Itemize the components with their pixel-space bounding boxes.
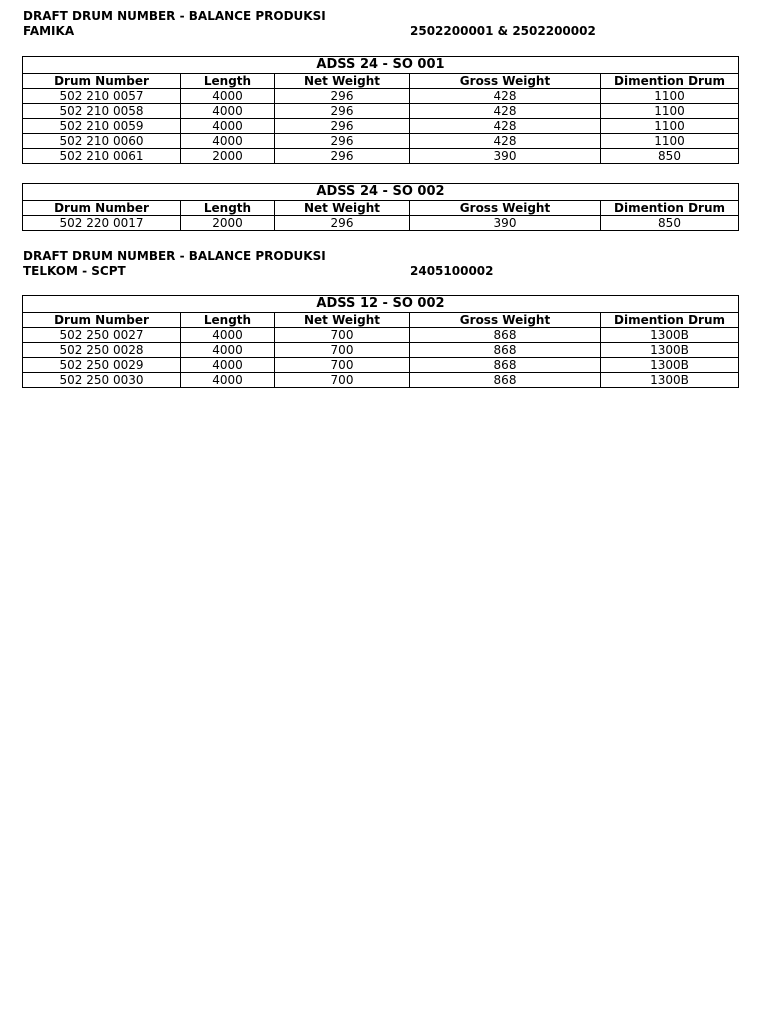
- gross-weight-cell: 428: [410, 134, 601, 149]
- document-title: DRAFT DRUM NUMBER - BALANCE PRODUKSI: [23, 249, 326, 263]
- column-header-dimention-drum: Dimention Drum: [601, 201, 739, 216]
- table-row: [23, 373, 739, 388]
- column-header-gross-weight: Gross Weight: [410, 201, 601, 216]
- net-weight-cell: 296: [275, 104, 410, 119]
- drum-number-cell: 502 250 0027: [23, 328, 181, 343]
- table-row: [23, 358, 739, 373]
- header-telkom: [23, 249, 738, 279]
- net-weight-cell: 296: [275, 134, 410, 149]
- table-title: ADSS 24 - SO 001: [23, 57, 739, 74]
- column-header-net-weight: Net Weight: [275, 201, 410, 216]
- dimention-drum-cell: 1100: [601, 104, 739, 119]
- length-cell: 4000: [181, 373, 275, 388]
- header-line-1: [23, 249, 738, 264]
- length-cell: 2000: [181, 216, 275, 231]
- table-row: [23, 89, 739, 104]
- column-header-gross-weight: Gross Weight: [410, 313, 601, 328]
- net-weight-cell: 700: [275, 373, 410, 388]
- header-line-1: [23, 9, 738, 24]
- header-line-2: [23, 24, 738, 39]
- length-cell: 4000: [181, 134, 275, 149]
- reference-numbers: 2405100002: [410, 264, 494, 278]
- dimention-drum-cell: 1100: [601, 89, 739, 104]
- gross-weight-cell: 390: [410, 149, 601, 164]
- column-header-net-weight: Net Weight: [275, 313, 410, 328]
- dimention-drum-cell: 850: [601, 149, 739, 164]
- table-row: [23, 216, 739, 231]
- net-weight-cell: 296: [275, 149, 410, 164]
- table-row: [23, 119, 739, 134]
- gross-weight-cell: 868: [410, 328, 601, 343]
- table-row: [23, 328, 739, 343]
- gross-weight-cell: 428: [410, 119, 601, 134]
- drum-number-cell: 502 250 0029: [23, 358, 181, 373]
- drum-number-cell: 502 250 0030: [23, 373, 181, 388]
- drum-table-adss24-so001: [22, 56, 739, 164]
- gross-weight-cell: 428: [410, 104, 601, 119]
- gross-weight-cell: 868: [410, 358, 601, 373]
- column-header-net-weight: Net Weight: [275, 74, 410, 89]
- drum-number-cell: 502 250 0028: [23, 343, 181, 358]
- dimention-drum-cell: 1300B: [601, 373, 739, 388]
- header-famika: [23, 9, 738, 39]
- customer-name: FAMIKA: [23, 24, 75, 38]
- net-weight-cell: 700: [275, 358, 410, 373]
- drum-table-adss12-so002: [22, 295, 739, 388]
- column-header-drum-number: Drum Number: [23, 74, 181, 89]
- length-cell: 4000: [181, 119, 275, 134]
- dimention-drum-cell: 1100: [601, 119, 739, 134]
- column-header-length: Length: [181, 74, 275, 89]
- net-weight-cell: 700: [275, 343, 410, 358]
- length-cell: 4000: [181, 343, 275, 358]
- length-cell: 4000: [181, 328, 275, 343]
- dimention-drum-cell: 1300B: [601, 343, 739, 358]
- table-row: [23, 343, 739, 358]
- table-title: ADSS 12 - SO 002: [23, 296, 739, 313]
- length-cell: 4000: [181, 89, 275, 104]
- gross-weight-cell: 868: [410, 373, 601, 388]
- drum-table-adss24-so002: [22, 183, 739, 231]
- table-title: ADSS 24 - SO 002: [23, 184, 739, 201]
- dimention-drum-cell: 850: [601, 216, 739, 231]
- dimention-drum-cell: 1300B: [601, 328, 739, 343]
- reference-numbers: 2502200001 & 2502200002: [410, 24, 596, 38]
- table-row: [23, 134, 739, 149]
- net-weight-cell: 700: [275, 328, 410, 343]
- column-header-drum-number: Drum Number: [23, 201, 181, 216]
- drum-number-cell: 502 210 0059: [23, 119, 181, 134]
- gross-weight-cell: 868: [410, 343, 601, 358]
- drum-number-cell: 502 210 0058: [23, 104, 181, 119]
- column-header-dimention-drum: Dimention Drum: [601, 313, 739, 328]
- length-cell: 4000: [181, 358, 275, 373]
- column-header-length: Length: [181, 313, 275, 328]
- drum-number-cell: 502 210 0057: [23, 89, 181, 104]
- drum-number-cell: 502 220 0017: [23, 216, 181, 231]
- table-row: [23, 149, 739, 164]
- length-cell: 2000: [181, 149, 275, 164]
- gross-weight-cell: 390: [410, 216, 601, 231]
- table-row: [23, 104, 739, 119]
- document-title: DRAFT DRUM NUMBER - BALANCE PRODUKSI: [23, 9, 326, 23]
- dimention-drum-cell: 1300B: [601, 358, 739, 373]
- drum-number-cell: 502 210 0061: [23, 149, 181, 164]
- column-header-dimention-drum: Dimention Drum: [601, 74, 739, 89]
- column-header-gross-weight: Gross Weight: [410, 74, 601, 89]
- length-cell: 4000: [181, 104, 275, 119]
- net-weight-cell: 296: [275, 216, 410, 231]
- net-weight-cell: 296: [275, 119, 410, 134]
- header-line-2: [23, 264, 738, 279]
- column-header-drum-number: Drum Number: [23, 313, 181, 328]
- column-header-length: Length: [181, 201, 275, 216]
- drum-number-cell: 502 210 0060: [23, 134, 181, 149]
- dimention-drum-cell: 1100: [601, 134, 739, 149]
- gross-weight-cell: 428: [410, 89, 601, 104]
- customer-name: TELKOM - SCPT: [23, 264, 126, 278]
- net-weight-cell: 296: [275, 89, 410, 104]
